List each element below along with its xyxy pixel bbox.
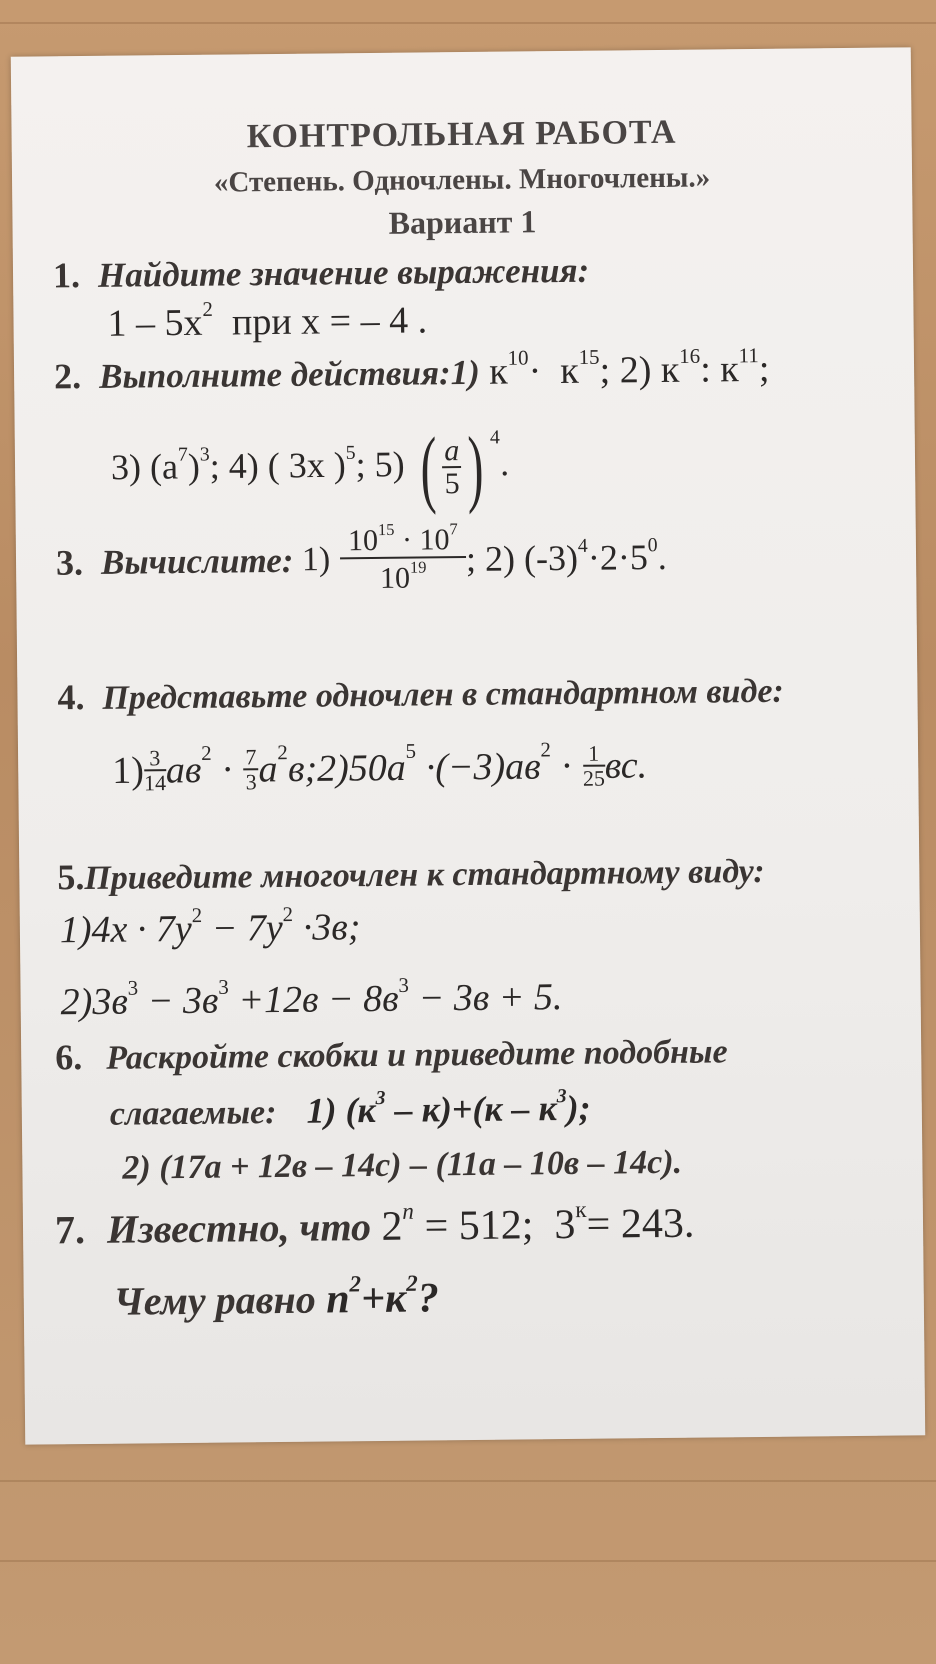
fraction-denominator: 25 bbox=[582, 765, 606, 792]
expr-exponent: 5 bbox=[405, 738, 417, 763]
expr-exponent: 0 bbox=[647, 533, 658, 556]
task-7-expression bbox=[370, 1196, 695, 1251]
fraction bbox=[442, 435, 462, 500]
expr-part: ; 5) bbox=[355, 444, 414, 485]
task-7-question-expression bbox=[315, 1269, 440, 1323]
expr-exponent: 3 bbox=[218, 974, 229, 999]
task-6-number: 6. bbox=[55, 1037, 83, 1078]
expr-part: . bbox=[657, 536, 667, 577]
task-1-number: 1. bbox=[52, 255, 81, 296]
task-5-line-2 bbox=[60, 972, 563, 1024]
fraction-denominator: 5 bbox=[444, 467, 460, 501]
fraction-numerator: a bbox=[442, 435, 461, 469]
expr-part: 2 bbox=[370, 1203, 403, 1251]
fraction-denominator bbox=[340, 558, 466, 595]
page-subtitle: «Степень. Одночлены. Многочлены.» bbox=[213, 161, 711, 199]
expr-part: − 3в bbox=[138, 979, 219, 1023]
task-7-number: 7. bbox=[54, 1207, 86, 1253]
expr-exponent: 2 bbox=[201, 740, 212, 765]
expr-part: 1) (к bbox=[306, 1089, 376, 1131]
expr-exponent: 3 bbox=[199, 443, 210, 466]
expr-part: − 7y bbox=[202, 906, 283, 950]
task-4-number: 4. bbox=[57, 677, 85, 718]
expr-part: к bbox=[479, 350, 508, 393]
expr-part: ; 4) ( 3x ) bbox=[209, 444, 346, 487]
expr-part: − 3в + 5. bbox=[408, 976, 563, 1020]
expr-part: · 10 bbox=[394, 523, 450, 557]
task-6-expression-1 bbox=[306, 1085, 591, 1131]
expr-part: a bbox=[258, 748, 278, 791]
expr-exponent: 2 bbox=[349, 1270, 362, 1297]
expr-part: ? bbox=[417, 1275, 440, 1322]
task-2-line-1 bbox=[479, 343, 770, 393]
task-3-row bbox=[55, 519, 667, 597]
expr-exponent: 19 bbox=[409, 557, 427, 577]
expr-part: 3) (a bbox=[110, 446, 179, 488]
expr-part: · bbox=[211, 748, 244, 791]
task-2-line-2 bbox=[110, 418, 510, 516]
expr-part: · к bbox=[528, 349, 579, 393]
expr-exponent: 7 bbox=[449, 519, 458, 539]
task-7-question: Чему равно bbox=[113, 1276, 316, 1324]
fraction bbox=[243, 745, 259, 793]
task-1-heading bbox=[53, 249, 590, 297]
task-3-part-2 bbox=[465, 533, 667, 579]
task-5-prompt: Приведите многочлен к стандартному виду: bbox=[84, 852, 765, 898]
task-5-number: 5. bbox=[57, 857, 85, 898]
expr-part: +к bbox=[360, 1275, 407, 1323]
task-6-line-1 bbox=[110, 1087, 591, 1134]
expr-exponent: 2 bbox=[277, 740, 288, 765]
fraction-numerator: 3 bbox=[144, 746, 166, 771]
expr-part: 1) bbox=[112, 749, 145, 793]
expr-part: ·2·5 bbox=[587, 536, 649, 578]
task-2-number: 2. bbox=[53, 356, 82, 397]
expr-part: 2)3в bbox=[60, 980, 129, 1024]
expr-part: : к bbox=[700, 348, 739, 391]
expr-exponent: 16 bbox=[679, 343, 701, 368]
expr-part: ; 2) к bbox=[599, 348, 680, 392]
task-1-expression bbox=[107, 298, 427, 345]
expr-part: ) bbox=[187, 446, 201, 487]
expr-part: в;2)50a bbox=[287, 746, 406, 791]
expr-part: 1)4x · 7y bbox=[59, 907, 193, 952]
expr-exponent: 2 bbox=[282, 902, 294, 927]
task-6-expression-2: 2) (17a + 12в – 14c) – (11a – 10в – 14c). bbox=[122, 1143, 683, 1187]
expr-exponent: 3 bbox=[398, 972, 410, 997]
task-3-fraction bbox=[340, 519, 466, 595]
expr-part: ав bbox=[165, 749, 202, 792]
fraction bbox=[144, 746, 167, 794]
expr-exponent: 2 bbox=[202, 296, 213, 321]
expr-part: ; bbox=[758, 347, 770, 390]
expr-part: ·3в; bbox=[292, 906, 361, 949]
fraction-denominator: 3 bbox=[245, 769, 257, 795]
expr-exponent: 7 bbox=[177, 443, 188, 466]
right-paren: ) bbox=[467, 418, 485, 515]
expr-exponent: 2 bbox=[406, 1269, 418, 1296]
expr-part: вс. bbox=[604, 744, 648, 787]
expr-exponent: 4 bbox=[489, 426, 500, 449]
expr-part: ·(−3)ав bbox=[415, 745, 541, 789]
expr-exponent: 4 bbox=[577, 534, 588, 557]
expr-exponent: 10 bbox=[507, 345, 529, 370]
task-3-number: 3. bbox=[55, 542, 84, 583]
task-6-prompt: Раскройте скобки и приведите подобные bbox=[106, 1033, 728, 1077]
expr-exponent: к bbox=[575, 1196, 587, 1223]
expr-part: 10 bbox=[379, 561, 411, 595]
task-6-prompt-continued: слагаемые: bbox=[109, 1094, 277, 1133]
fraction-denominator: 14 bbox=[143, 770, 167, 796]
expr-exponent: 2 bbox=[191, 902, 203, 928]
expr-part: – к)+(к – к bbox=[385, 1088, 558, 1130]
expr-part: 10 bbox=[347, 523, 379, 558]
expr-part: ); bbox=[566, 1087, 591, 1128]
page-title: КОНТРОЛЬНАЯ РАБОТА bbox=[246, 113, 677, 156]
task-3-prompt: Вычислите: bbox=[100, 540, 294, 582]
expr-part: = 512; 3 bbox=[413, 1201, 576, 1250]
expr-exponent: 5 bbox=[345, 441, 356, 464]
task-4-heading bbox=[57, 669, 784, 719]
expr-exponent: 15 bbox=[377, 519, 395, 540]
expr-exponent: 2 bbox=[540, 737, 552, 762]
task-4-prompt: Представьте одночлен в стандартном виде: bbox=[102, 672, 784, 717]
expr-part: ; 2) (-3) bbox=[465, 537, 579, 579]
task-2-prompt: Выполните действия:1) bbox=[98, 352, 480, 396]
task-5-line-1 bbox=[59, 902, 361, 952]
task-7-prompt: Известно, что bbox=[106, 1204, 372, 1252]
expr-part: · bbox=[550, 745, 583, 788]
variant-label: Вариант 1 bbox=[388, 203, 537, 241]
fraction-numerator: 7 bbox=[243, 745, 258, 770]
expr-exponent: 15 bbox=[578, 344, 600, 370]
expr-part: . bbox=[499, 443, 510, 484]
expr-exponent: 11 bbox=[738, 343, 759, 368]
left-paren: ( bbox=[419, 419, 437, 516]
expr-part: n bbox=[315, 1276, 350, 1323]
task-7-line-2 bbox=[113, 1269, 440, 1325]
expr-exponent: 3 bbox=[127, 975, 139, 1000]
task-2-heading bbox=[53, 343, 770, 398]
fraction-numerator: 1 bbox=[583, 742, 605, 767]
expr-exponent: 3 bbox=[556, 1085, 567, 1108]
expr-part: +12в − 8в bbox=[228, 977, 399, 1022]
task-4-expression bbox=[112, 737, 648, 796]
task-5-heading bbox=[57, 849, 765, 898]
expr-exponent: n bbox=[402, 1197, 415, 1224]
task-1-prompt: Найдите значение выражения: bbox=[97, 250, 590, 295]
task-7-line-1 bbox=[54, 1196, 695, 1255]
expr-exponent: 3 bbox=[375, 1087, 386, 1110]
fraction bbox=[583, 742, 606, 790]
expr-part: 1) bbox=[293, 540, 331, 579]
task-6-heading bbox=[55, 1029, 728, 1078]
fraction-numerator bbox=[340, 519, 466, 559]
expr-part: = 243. bbox=[586, 1200, 695, 1248]
test-sheet bbox=[11, 47, 925, 1444]
expr-part: 1 – 5x bbox=[107, 301, 203, 345]
expr-part: при x = – 4 . bbox=[212, 299, 428, 344]
